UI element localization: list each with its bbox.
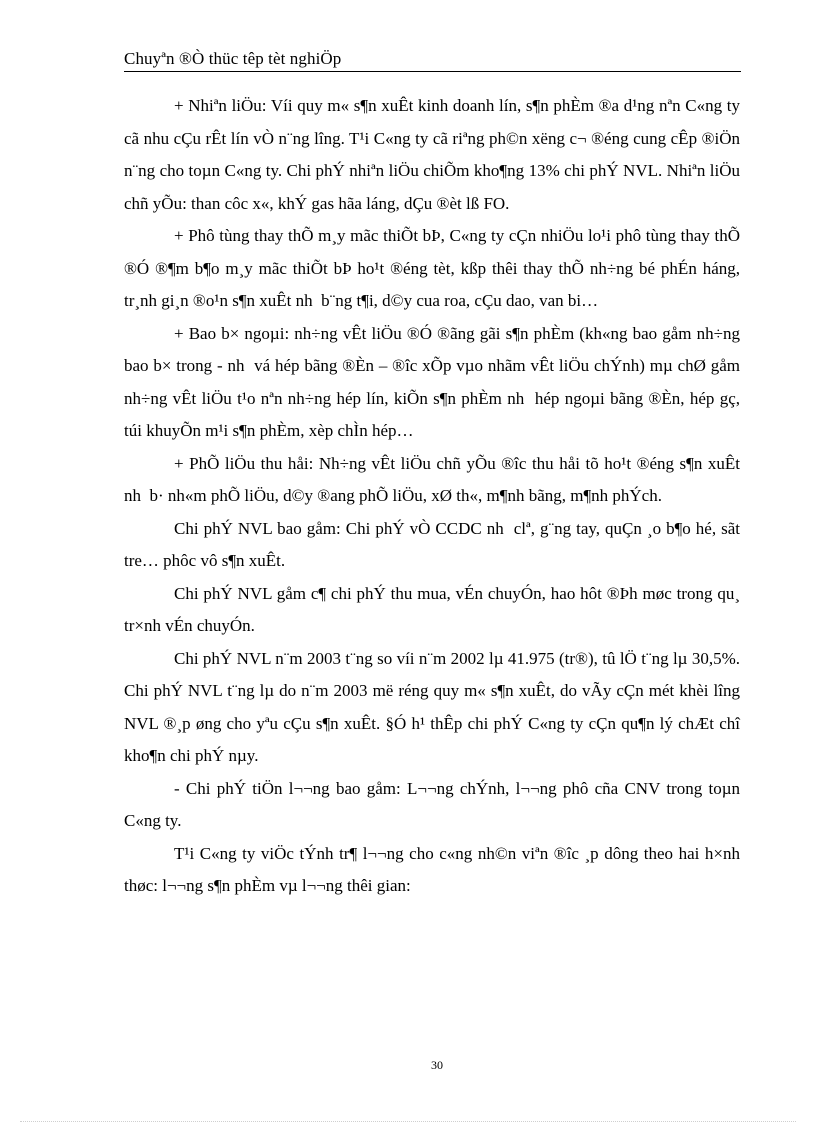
page-number: 30	[431, 1058, 443, 1072]
paragraph-packaging: + Bao b× ngoµi: nh÷ng vÊt liÖu ®Ó ®ãng gãi s¶n phÈm (kh«ng bao gåm nh÷ng bao b× trong - nh vá hép bãng ®Èn – ®îc xÕp vµo nhãm vÊt liÖu chÝnh) mµ chØ gåm nh÷ng vÊt liÖu t¹o nªn nh÷ng hép lín, kiÕn s¶n phÈm nh hép ngoµi bãng ®Èn, hép gç, túi khuyÕn m¹i s¶n phÈm, xèp chÌn hép…	[124, 323, 740, 440]
paragraph-nvl-2003: Chi phÝ NVL n¨m 2003 t¨ng so víi n¨m 2002 lµ 41.975 (tr®), tû lÖ t¨ng lµ 30,5%. Chi phÝ NVL t¨ng lµ do n¨m 2003 më réng quy m« s¶n xuÊt, do vÃy cÇn mét khèi lîng NVL ®¸p øng cho yªu cÇu s¶n xuÊt. §Ó h¹ thÊp chi phÝ C«ng ty cÇn qu¶n lý chÆt chî kho¶n chi phÝ nµy.	[124, 648, 740, 765]
page-bottom-divider	[20, 1121, 796, 1122]
paragraph-nvl-costs: Chi phÝ NVL gåm c¶ chi phÝ thu mua, vÉn chuyÓn, hao hôt ®Þh møc trong qu¸ tr×nh vÉn chuyÓn.	[124, 583, 740, 635]
running-header: Chuyªn ®Ò thüc têp tèt nghiÖp	[124, 49, 342, 68]
header-rule	[124, 71, 741, 72]
paragraph-spare-parts: + Phô tùng thay thÕ m¸y mãc thiÕt bÞ, C«ng ty cÇn nhiÖu lo¹i phô tùng thay thÕ ®Ó ®¶m b¶o m¸y mãc thiÕt bÞ ho¹t ®éng tèt, kßp thêi thay thÕ nh÷ng bé phÉn háng, tr¸nh gi¸n ®o¹n s¶n xuÊt nh b¨ng t¶i, d©y cua roa, cÇu dao, van bi…	[124, 226, 740, 310]
paragraph-wages: - Chi phÝ tiÖn l¬¬ng bao gåm: L¬¬ng chÝnh, l¬¬ng phô cña CNV trong toµn C«ng ty.	[124, 778, 740, 830]
body-text	[124, 90, 740, 903]
paragraph-wage-methods: T¹i C«ng ty viÖc tÝnh tr¶ l¬¬ng cho c«ng nh©n viªn ®îc ¸p dông theo hai h×nh thøc: l¬¬ng s¶n phÈm vµ l¬¬ng thêi gian:	[124, 843, 740, 895]
paragraph-fuel: + Nhiªn liÖu: Víi quy m« s¶n xuÊt kinh doanh lín, s¶n phÈm ®a d¹ng nªn C«ng ty cã nhu cÇu rÊt lín vÒ n¨ng lîng. T¹i C«ng ty cã riªng ph©n xëng c¬ ®éng cung cÊp ®iÖn n¨ng cho toµn C«ng ty. Chi phÝ nhiªn liÖu chiÕm kho¶ng 13% chi phÝ NVL. Nhiªn liÖu chñ yÕu: than côc x«, khÝ gas hãa láng, dÇu ®èt lß FO.	[124, 96, 740, 213]
paragraph-nvl-includes: Chi phÝ NVL bao gåm: Chi phÝ vÒ CCDC nh clª, g¨ng tay, quÇn ¸o b¶o hé, sãt tre… phôc vô s¶n xuÊt.	[124, 518, 740, 570]
paragraph-scrap: + PhÕ liÖu thu håi: Nh÷ng vÊt liÖu chñ yÕu ®îc thu håi tõ ho¹t ®éng s¶n xuÊt nh b· nh«m phÕ liÖu, d©y ®ang phÕ liÖu, xØ th«, m¶nh bãng, m¶nh phÝch.	[124, 453, 740, 505]
